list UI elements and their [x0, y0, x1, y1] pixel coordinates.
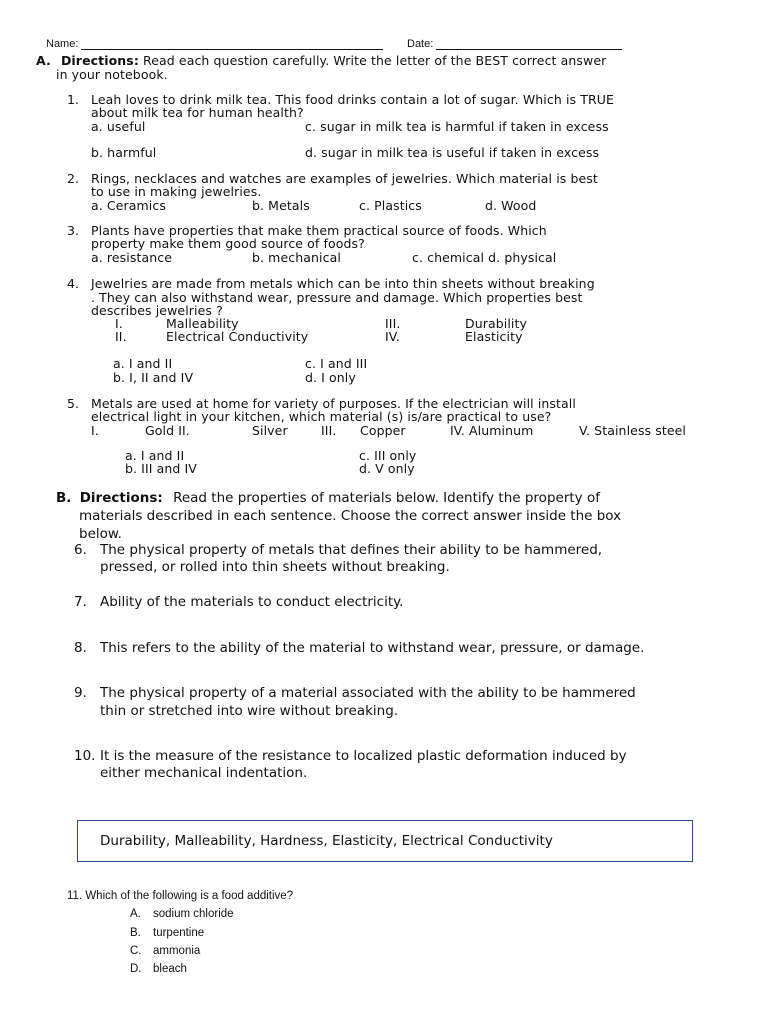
q4-line3: describes jewelries ? [91, 303, 223, 318]
q4-option-c: c. I and III [305, 356, 368, 371]
q5-item-aluminum: IV. Aluminum [450, 423, 534, 438]
name-field [46, 38, 383, 50]
section-b-directions-label: Directions: [79, 490, 163, 506]
q3-line1: Plants have properties that make them practical source of foods. Which [91, 223, 547, 238]
q2-option-b: b. Metals [252, 198, 310, 213]
q5-option-d: d. V only [359, 461, 415, 476]
date-field [407, 38, 622, 50]
q4-item-iv-text: Elasticity [465, 329, 523, 344]
q11-option-d-letter: D. [130, 963, 142, 975]
q4-item-i-number: I. [115, 316, 123, 331]
q2-line2: to use in making jewelries. [91, 184, 262, 199]
name-blank-line [81, 39, 383, 50]
q4-line2: . They can also withstand wear, pressure and damage. Which properties best [91, 290, 583, 305]
q1-line2: about milk tea for human health? [91, 105, 304, 120]
q4-option-b: b. I, II and IV [113, 370, 194, 385]
q3-option-c-d: c. chemical d. physical [412, 250, 557, 265]
q9-number: 9. [74, 685, 87, 701]
q4-line1: Jewelries are made from metals which can be into thin sheets without breaking [91, 276, 595, 291]
q4-item-i-text: Malleability [166, 316, 239, 331]
q8-number: 8. [74, 640, 87, 656]
section-a-directions-line2: in your notebook. [56, 67, 168, 82]
q3-line2: property make them good source of foods? [91, 236, 365, 251]
section-a-directions-text: Read each question carefully. Write the letter of the BEST correct answer [143, 53, 607, 68]
section-a-directions [36, 53, 606, 68]
q11-option-c-letter: C. [130, 945, 142, 957]
date-label: Date: [407, 38, 434, 50]
q5-item-stainless-steel: V. Stainless steel [579, 423, 687, 438]
q5-option-c: c. III only [359, 448, 417, 463]
q1-number: 1. [67, 92, 80, 107]
q1-option-d: d. sugar in milk tea is useful if taken in excess [305, 145, 600, 160]
section-b-directions-text: Read the properties of materials below. Identify the property of [173, 490, 600, 506]
q6-line1: The physical property of metals that defines their ability to be hammered, [100, 542, 603, 558]
q11-option-d-text: bleach [153, 963, 187, 975]
q6-line2: pressed, or rolled into thin sheets without breaking. [100, 559, 450, 575]
q5-line2: electrical light in your kitchen, which material (s) is/are practical to use? [91, 409, 552, 424]
q11-option-b-text: turpentine [153, 927, 205, 939]
q2-line1: Rings, necklaces and watches are examples of jewelries. Which material is best [91, 171, 598, 186]
q4-item-ii-number: II. [115, 329, 127, 344]
q10-number: 10. [74, 748, 96, 764]
q4-item-iii-number: III. [385, 316, 401, 331]
section-a-directions-label: Directions: [60, 53, 139, 68]
q8-line1: This refers to the ability of the material to withstand wear, pressure, or damage. [100, 640, 645, 656]
q11-option-b-letter: B. [130, 927, 141, 939]
q7-number: 7. [74, 594, 87, 610]
q1-option-c: c. sugar in milk tea is harmful if taken in excess [305, 119, 609, 134]
q5-number: 5. [67, 396, 80, 411]
q4-number: 4. [67, 276, 80, 291]
q2-option-d: d. Wood [485, 198, 537, 213]
q5-item-gold: Gold II. [145, 423, 190, 438]
q4-option-a: a. I and II [113, 356, 173, 371]
section-a-letter: A. [36, 53, 51, 68]
q5-line1: Metals are used at home for variety of purposes. If the electrician will install [91, 396, 576, 411]
q3-number: 3. [67, 223, 80, 238]
q11-option-a-letter: A. [130, 908, 141, 920]
q4-option-d: d. I only [305, 370, 356, 385]
section-b-letter: B. [56, 490, 72, 506]
q5-option-a: a. I and II [125, 448, 185, 463]
q2-number: 2. [67, 171, 80, 186]
name-label: Name: [46, 38, 79, 50]
q5-item-copper: Copper [360, 423, 406, 438]
q4-item-iv-number: IV. [385, 329, 400, 344]
date-blank-line [436, 39, 622, 50]
q2-option-a: a. Ceramics [91, 198, 166, 213]
answer-choices-text: Durability, Malleability, Hardness, Elasticity, Electrical Conductivity [100, 833, 553, 849]
section-b-directions [56, 490, 600, 506]
q1-option-b: b. harmful [91, 145, 157, 160]
q1-line1: Leah loves to drink milk tea. This food drinks contain a lot of sugar. Which is TRUE [91, 92, 614, 107]
q5-item-iii: III. [321, 423, 337, 438]
q4-item-iii-text: Durability [465, 316, 527, 331]
q6-number: 6. [74, 542, 87, 558]
q9-line1: The physical property of a material associated with the ability to be hammered [100, 685, 636, 701]
q1-option-a: a. useful [91, 119, 146, 134]
q11-question: 11. Which of the following is a food additive? [67, 890, 294, 902]
q5-option-b: b. III and IV [125, 461, 197, 476]
q2-option-c: c. Plastics [359, 198, 422, 213]
q9-line2: thin or stretched into wire without breaking. [100, 703, 399, 719]
q11-option-c-text: ammonia [153, 945, 201, 957]
q7-line1: Ability of the materials to conduct electricity. [100, 594, 404, 610]
q5-item-i: I. [91, 423, 99, 438]
q11-option-a-text: sodium chloride [153, 908, 234, 920]
q10-line1: It is the measure of the resistance to localized plastic deformation induced by [100, 748, 627, 764]
section-b-directions-line2: materials described in each sentence. Choose the correct answer inside the box [79, 508, 622, 524]
q3-option-a: a. resistance [91, 250, 173, 265]
q4-item-ii-text: Electrical Conductivity [166, 329, 309, 344]
q10-line2: either mechanical indentation. [100, 765, 308, 781]
q5-item-silver: Silver [252, 423, 288, 438]
section-b-directions-line3: below. [79, 526, 122, 542]
q3-option-b: b. mechanical [252, 250, 341, 265]
